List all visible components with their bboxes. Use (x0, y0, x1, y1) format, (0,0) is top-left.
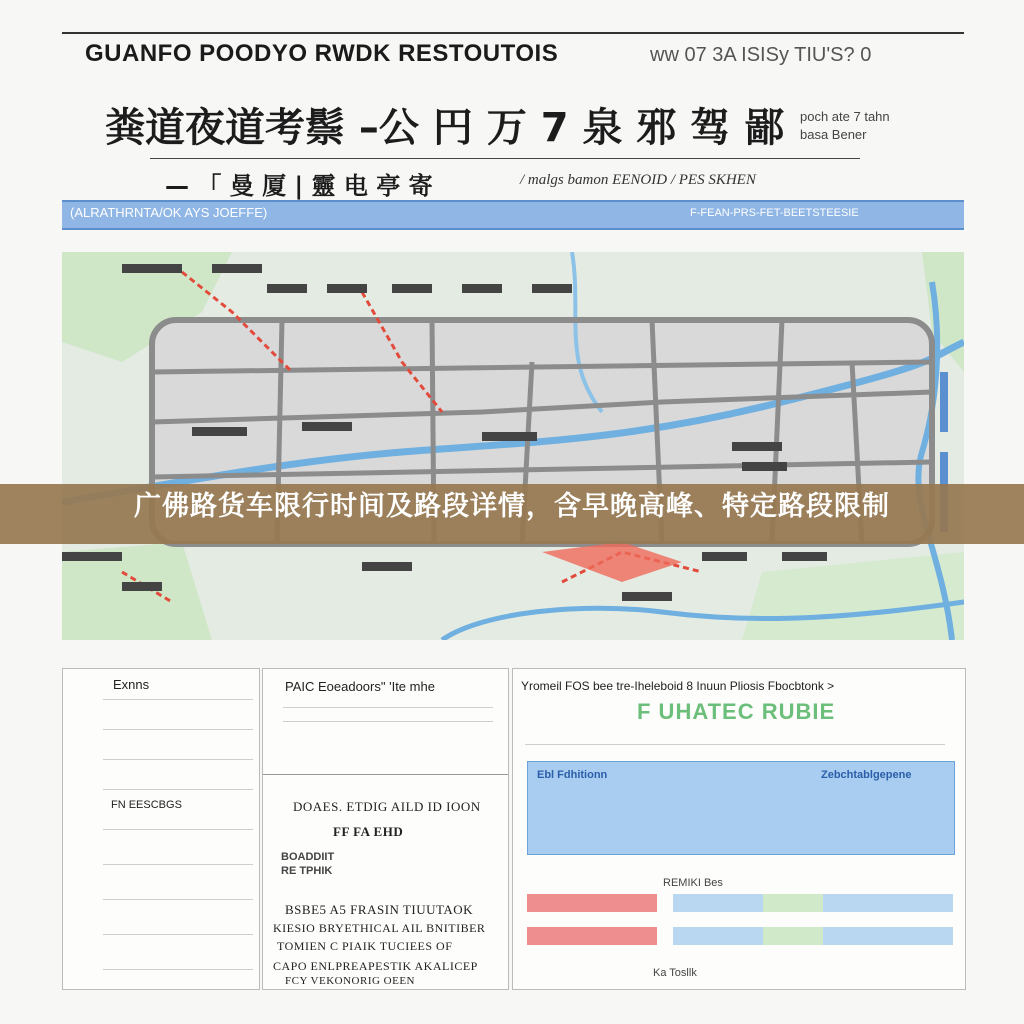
restriction-bar-red (527, 894, 657, 912)
panel-right-title: Yromeil FOS bee tre-Iheleboid 8 Inuun Pliosis Fbocbtonk > (521, 679, 835, 693)
divider (283, 707, 493, 708)
route-map-graphic (62, 252, 964, 640)
title-divider (150, 158, 860, 159)
divider (103, 829, 253, 830)
info-bar-left-text: (ALRATHRNTA/OK AYS JOEFFE) (70, 205, 268, 220)
divider (283, 721, 493, 722)
panel-left-label: FN EESCBGS (111, 799, 182, 811)
divider (103, 729, 253, 730)
restriction-bar-green-2 (763, 927, 823, 945)
panel-middle-line-3: TOMIEN C PIAIK TUCIEES OF (277, 939, 453, 953)
divider (103, 934, 253, 935)
panel-right-green-title: F UHATEC RUBIE (637, 699, 836, 724)
divider (103, 789, 253, 790)
top-rule (62, 32, 964, 34)
divider (103, 899, 253, 900)
cjk-title: 粪道夜道考鬃 –公 円 万 7 泉 邪 驾 鄙 (105, 105, 785, 151)
poster-title: GUANFO POODYO RWDK RESTOUTOIS (85, 40, 559, 67)
panel-middle-heading-1: DOAES. ETDIG AILD ID IOON (293, 799, 481, 814)
info-table-left-header: Ebl Fdhitionn (537, 769, 608, 781)
info-table-right-header: Zebchtablgepene (821, 769, 912, 781)
panel-middle-label-a: BOADDIIT (281, 851, 335, 863)
panel-left-title: Exnns (113, 677, 150, 692)
panel-middle (262, 668, 509, 990)
panel-middle-title: PAIC Eoeadoors" 'Ite mhe (285, 679, 435, 694)
restriction-bar-red-2 (527, 927, 657, 945)
divider (103, 969, 253, 970)
panel-left (62, 668, 260, 990)
foot-label: Ka Tosllk (653, 967, 697, 979)
divider (263, 774, 508, 775)
panel-middle-line-4: CAPO ENLPREAPESTIK AKALICEP (273, 959, 478, 973)
side-note-line-2: basa Bener (800, 127, 867, 142)
restriction-bar-blue-3 (673, 927, 763, 945)
side-note (800, 108, 890, 144)
mid-label: REMIKI Bes (663, 877, 723, 889)
restriction-bar-blue-2 (823, 894, 953, 912)
panel-middle-label-b: RE TPHIK (281, 865, 333, 877)
divider (103, 759, 253, 760)
poster-title-right: ww 07 3A ISISy TIU'S? 0 (650, 44, 872, 66)
panel-middle-heading-2: BSBE5 A5 FRASIN TIUUTAOK (285, 902, 474, 917)
cjk-subtitle: — 「 曼 厦 | 靈 电 亭 寄 (165, 172, 433, 200)
panel-middle-line-5: FCY VEKONORIG OEEN (285, 975, 415, 987)
headline-text: 广佛路货车限行时间及路段详情，含早晚高峰、特定路段限制 (134, 491, 890, 522)
info-bar-right-text: F-FEAN-PRS-FET-BEETSTEESIE (690, 207, 859, 219)
restriction-bar-green (763, 894, 823, 912)
restriction-bar-blue (673, 894, 763, 912)
panel-right (512, 668, 966, 990)
route-map (62, 252, 964, 640)
divider (103, 699, 253, 700)
panel-middle-line-2: KIESIO BRYETHICAL AIL BNITIBER (273, 921, 486, 935)
divider (525, 744, 945, 745)
side-note-line-1: poch ate 7 tahn (800, 109, 890, 124)
panel-middle-row-a: FF FA EHD (333, 824, 404, 839)
subtitle-right: / malgs bamon EENOID / PES SKHEN (520, 172, 756, 188)
divider (103, 864, 253, 865)
restriction-bar-blue-4 (823, 927, 953, 945)
